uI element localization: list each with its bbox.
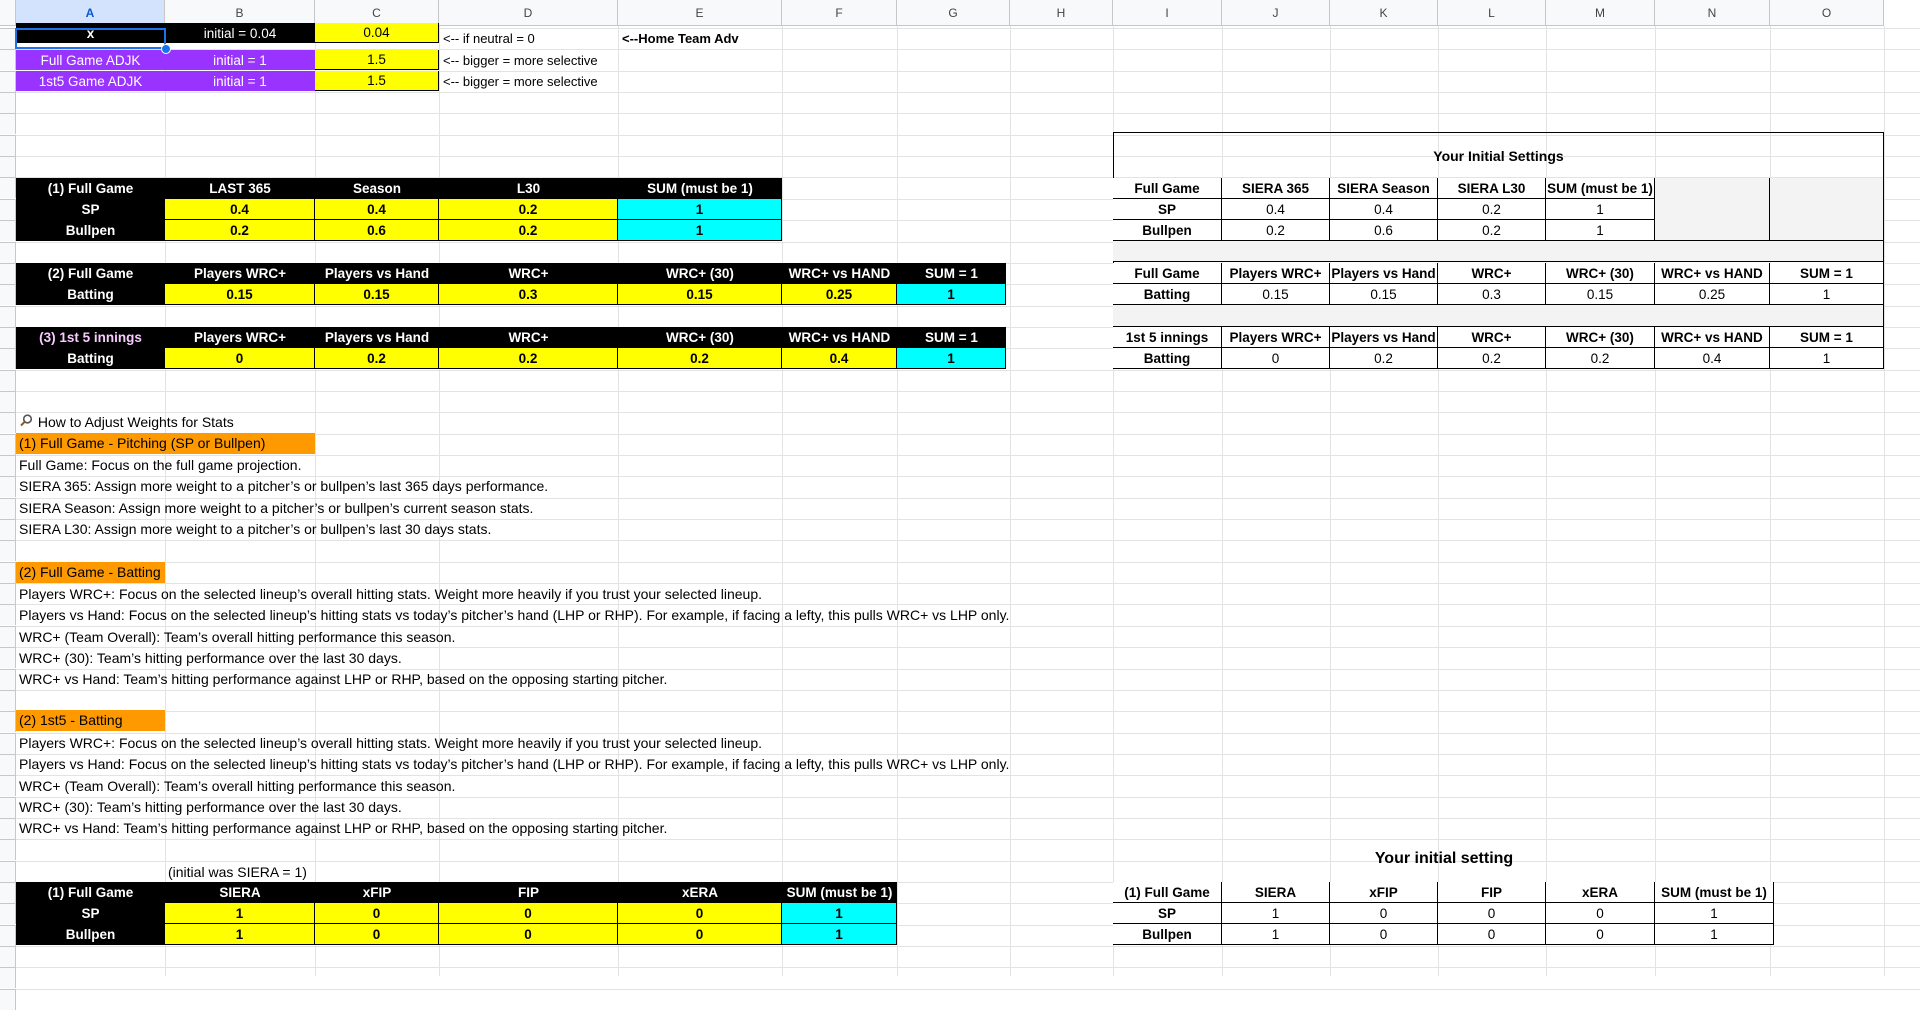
initial-pitch-value: 0.4 (1222, 199, 1330, 220)
siera-row-label: Bullpen (16, 924, 165, 945)
column-header-n[interactable]: N (1655, 0, 1770, 26)
pitching-sum: 1 (618, 220, 782, 241)
siera-header-0: (1) Full Game (16, 882, 165, 903)
batting_first5_left-row-label: Batting (16, 348, 165, 369)
cell-b2[interactable]: initial = 1 (165, 50, 315, 70)
siera-right-value: 0 (1330, 924, 1438, 945)
initial-bat_first5_headers-4: WRC+ (30) (1546, 327, 1655, 348)
initial-batting-value: 0.3 (1438, 284, 1546, 305)
column-header-j[interactable]: J (1222, 0, 1330, 26)
siera-right-header-5: SUM (must be 1) (1655, 882, 1774, 903)
row-header[interactable] (0, 391, 16, 412)
siera-row-label: SP (16, 903, 165, 924)
row-header[interactable] (0, 28, 16, 49)
column-header-h[interactable]: H (1010, 0, 1113, 26)
column-header-i[interactable]: I (1113, 0, 1222, 26)
siera-weight-input[interactable]: 0 (439, 924, 618, 945)
row-header[interactable] (0, 861, 16, 882)
initial-batting-value: 0.15 (1330, 284, 1438, 305)
pitching-header-1: LAST 365 (165, 178, 315, 199)
initial-pitch-header-1: SIERA 365 (1222, 178, 1330, 199)
row-header[interactable] (0, 92, 16, 113)
initial-bat_full_headers-3: WRC+ (1438, 263, 1546, 284)
pitching-weight-input[interactable]: 0.2 (165, 220, 315, 241)
howto-title: How to Adjust Weights for Stats (37, 414, 234, 430)
initial-settings-title: Your Initial Settings (1433, 148, 1564, 164)
initial-bat_full_headers-2: Players vs Hand (1330, 263, 1438, 284)
column-gridline (897, 26, 898, 976)
row-gridline (16, 370, 1920, 371)
initial-batting-value: 0.2 (1438, 348, 1546, 369)
cell-b1[interactable]: initial = 0.04 (165, 23, 315, 43)
column-header-b[interactable]: B (165, 0, 315, 26)
batting_first5_left-sum: 1 (897, 348, 1006, 369)
batting_full_left-row-label: Batting (16, 284, 165, 305)
howto-line: Players WRC+: Focus on the selected lineup’s overall hitting stats. Weight more heavily if you trust your selected lineup. (19, 735, 763, 751)
siera-right-row-label: SP (1113, 903, 1222, 924)
batting_full_left-header-4: WRC+ (30) (618, 263, 782, 284)
pitching-sum: 1 (618, 199, 782, 220)
row-header[interactable] (0, 583, 16, 604)
pitching-weight-input[interactable]: 0.2 (439, 220, 618, 241)
initial-batting-value: 0.2 (1330, 348, 1438, 369)
howto-line: WRC+ vs Hand: Team’s hitting performance against LHP or RHP, based on the opposing starting pitcher. (19, 820, 668, 837)
row-header[interactable] (0, 348, 16, 369)
row-gridline (16, 967, 1920, 968)
row-header[interactable] (0, 797, 16, 818)
search-icon (20, 412, 34, 433)
row-header[interactable] (0, 519, 16, 540)
siera-header-4: xERA (618, 882, 782, 903)
siera-weight-input[interactable]: 0 (618, 924, 782, 945)
row-header[interactable] (0, 476, 16, 497)
row-header[interactable] (0, 370, 16, 391)
initial-batting-value: 0.25 (1655, 284, 1770, 305)
siera-header-2: xFIP (315, 882, 439, 903)
row-header[interactable] (0, 327, 16, 348)
row-header[interactable] (0, 540, 16, 561)
pitching-header-0: (1) Full Game (16, 178, 165, 199)
initial-bat_full_headers-5: WRC+ vs HAND (1655, 263, 1770, 284)
row-header[interactable] (0, 669, 16, 690)
siera-right-header-4: xERA (1546, 882, 1655, 903)
row-gridline (16, 562, 1920, 563)
batting_first5_left-header-1: Players WRC+ (165, 327, 315, 348)
row-header[interactable] (0, 49, 16, 70)
pitching-row-label: SP (16, 199, 165, 220)
batting_full_left-header-5: WRC+ vs HAND (782, 263, 897, 284)
row-header[interactable] (0, 690, 16, 711)
siera-weight-input[interactable]: 0 (315, 903, 439, 924)
row-gridline (16, 540, 1920, 541)
row-header[interactable] (0, 967, 16, 988)
howto-line: Players WRC+: Focus on the selected lineup’s overall hitting stats. Weight more heavily if you trust your selected lineup. (19, 586, 763, 602)
row-header[interactable] (0, 177, 16, 198)
batting-weight-input[interactable]: 0 (165, 348, 315, 369)
initial-bat_first5_headers-5: WRC+ vs HAND (1655, 327, 1770, 348)
initial-batting-value: 0.2 (1546, 348, 1655, 369)
siera-weight-input[interactable]: 0 (618, 903, 782, 924)
row-header[interactable] (0, 647, 16, 668)
initial-batting-row-label: Batting (1113, 284, 1222, 305)
row-header[interactable] (0, 989, 16, 1010)
siera-right-title: Your initial setting (1374, 850, 1514, 867)
batting_first5_left-header-3: WRC+ (439, 327, 618, 348)
row-gridline (16, 391, 1920, 392)
batting_first5_left-header-0: (3) 1st 5 innings (16, 327, 165, 348)
siera-right-row-label: Bullpen (1113, 924, 1222, 945)
siera-right-value: 0 (1546, 924, 1655, 945)
howto-line: WRC+ vs Hand: Team’s hitting performance against LHP or RHP, based on the opposing starting pitcher. (19, 671, 668, 688)
initial-pitch-value: 0.2 (1222, 220, 1330, 241)
row-header[interactable] (0, 412, 16, 433)
howto-line: WRC+ (Team Overall): Team’s overall hitting performance this season. (19, 777, 456, 794)
batting_first5_left-header-5: WRC+ vs HAND (782, 327, 897, 348)
initial-batting-value: 1 (1770, 348, 1884, 369)
row-header[interactable] (0, 839, 16, 860)
cell-d1: <-- if neutral = 0 (443, 31, 535, 46)
siera-sum: 1 (782, 903, 897, 924)
initial-spacer (1113, 241, 1884, 262)
siera-weight-input[interactable]: 1 (165, 903, 315, 924)
row-gridline (16, 455, 1920, 456)
cell-d3: <-- bigger = more selective (443, 74, 598, 89)
row-header[interactable] (0, 733, 16, 754)
column-gridline (782, 26, 783, 976)
batting-weight-input[interactable]: 0.4 (782, 348, 897, 369)
column-header-o[interactable]: O (1770, 0, 1884, 26)
column-header-g[interactable]: G (897, 0, 1010, 26)
initial-bat_full_headers-4: WRC+ (30) (1546, 263, 1655, 284)
row-header[interactable] (0, 306, 16, 327)
siera-right-header-3: FIP (1438, 882, 1546, 903)
cell-a3[interactable]: 1st5 Game ADJK (16, 71, 165, 91)
initial-bat_first5_headers-6: SUM = 1 (1770, 327, 1884, 348)
siera-header-1: SIERA (165, 882, 315, 903)
howto-line: SIERA L30: Assign more weight to a pitcher’s or bullpen’s last 30 days stats. (19, 521, 492, 538)
row-header[interactable] (0, 242, 16, 263)
initial-spacer-2 (1113, 305, 1884, 327)
batting-weight-input[interactable]: 0.2 (618, 348, 782, 369)
row-header[interactable] (0, 455, 16, 476)
howto-line: WRC+ (30): Team’s hitting performance over the last 30 days. (19, 650, 402, 667)
siera-right-value: 1 (1222, 903, 1330, 924)
column-header-e[interactable]: E (618, 0, 782, 26)
pitching-header-2: Season (315, 178, 439, 199)
initial-pitch-header-4: SUM (must be 1) (1546, 178, 1655, 199)
initial-pitch-value: 0.2 (1438, 220, 1546, 241)
column-header-k[interactable]: K (1330, 0, 1438, 26)
pitching-weight-input[interactable]: 0.6 (315, 220, 439, 241)
pitching-weight-input[interactable]: 0.2 (439, 199, 618, 220)
section-full-batting-header: (2) Full Game - Batting (16, 562, 165, 583)
batting_full_left-header-3: WRC+ (439, 263, 618, 284)
row-header[interactable] (0, 135, 16, 156)
batting_full_left-header-1: Players WRC+ (165, 263, 315, 284)
initial-pitch-header-2: SIERA Season (1330, 178, 1438, 199)
siera-weight-input[interactable]: 0 (315, 924, 439, 945)
siera-right-header-0: (1) Full Game (1113, 882, 1222, 903)
row-header[interactable] (0, 711, 16, 732)
initial-batting-row-label: Batting (1113, 348, 1222, 369)
howto-line: Players vs Hand: Focus on the selected lineup’s hitting stats vs today’s pitcher’s hand (LHP or RHP). For example, if facing a lefty, this pulls WRC+ vs LHP only. (19, 756, 1010, 773)
initial-pitch-header-3: SIERA L30 (1438, 178, 1546, 199)
siera-right-value: 1 (1655, 924, 1774, 945)
column-header-m[interactable]: M (1546, 0, 1655, 26)
row-header[interactable] (0, 156, 16, 177)
initial-pitch-value: 0.4 (1330, 199, 1438, 220)
row-header[interactable] (0, 220, 16, 241)
column-header-a[interactable]: A (16, 0, 165, 26)
siera-header-3: FIP (439, 882, 618, 903)
batting-weight-input[interactable]: 0.15 (165, 284, 315, 305)
batting-weight-input[interactable]: 0.3 (439, 284, 618, 305)
row-header[interactable] (0, 113, 16, 134)
column-header-c[interactable]: C (315, 0, 439, 26)
row-header[interactable] (0, 263, 16, 284)
pitching-weight-input[interactable]: 0.4 (315, 199, 439, 220)
row-header[interactable] (0, 626, 16, 647)
column-header-f[interactable]: F (782, 0, 897, 26)
section-first5-batting-header: (2) 1st5 - Batting (16, 710, 165, 731)
initial-pitch-blank (1655, 178, 1770, 241)
initial-batting-value: 0 (1222, 348, 1330, 369)
howto-line: SIERA Season: Assign more weight to a pitcher’s or bullpen’s current season stats. (19, 499, 534, 516)
siera-right-value: 0 (1546, 903, 1655, 924)
batting-weight-input[interactable]: 0.25 (782, 284, 897, 305)
batting-weight-input[interactable]: 0.15 (618, 284, 782, 305)
row-gridline (16, 946, 1920, 947)
initial-pitch-row-label: SP (1113, 199, 1222, 220)
initial-bat_full_headers-1: Players WRC+ (1222, 263, 1330, 284)
siera-right-value: 1 (1222, 924, 1330, 945)
cell-a1[interactable]: x (16, 23, 165, 43)
select-all-corner[interactable] (0, 0, 16, 26)
siera-right-value: 0 (1330, 903, 1438, 924)
batting_full_left-sum: 1 (897, 284, 1006, 305)
initial-bat_first5_headers-0: 1st 5 innings (1113, 327, 1222, 348)
howto-line: WRC+ (Team Overall): Team’s overall hitting performance this season. (19, 628, 456, 645)
initial-pitch-blank (1770, 178, 1884, 241)
batting_full_left-header-2: Players vs Hand (315, 263, 439, 284)
siera-right-value: 1 (1655, 903, 1774, 924)
cell-c3[interactable]: 1.5 (315, 71, 439, 91)
cell-d2: <-- bigger = more selective (443, 53, 598, 68)
initial-batting-value: 1 (1770, 284, 1884, 305)
pitching-row-label: Bullpen (16, 220, 165, 241)
siera-header-5: SUM (must be 1) (782, 882, 897, 903)
initial-pitch-value: 0.2 (1438, 199, 1546, 220)
row-header[interactable] (0, 562, 16, 583)
siera-weight-input[interactable]: 0 (439, 903, 618, 924)
initial-pitch-row-label: Bullpen (1113, 220, 1222, 241)
howto-line: SIERA 365: Assign more weight to a pitcher’s or bullpen’s last 365 days performance. (19, 478, 549, 495)
siera-right-header-2: xFIP (1330, 882, 1438, 903)
row-gridline (16, 711, 1920, 712)
active-cell-selection[interactable] (15, 28, 166, 49)
row-header[interactable] (0, 754, 16, 775)
row-header[interactable] (0, 818, 16, 839)
batting_full_left-header-6: SUM = 1 (897, 263, 1006, 284)
initial-pitch-header-0: Full Game (1113, 178, 1222, 199)
row-header[interactable] (0, 498, 16, 519)
cell-e1: <--Home Team Adv (622, 31, 739, 46)
pitching-weight-input[interactable]: 0.4 (165, 199, 315, 220)
initial-bat_first5_headers-1: Players WRC+ (1222, 327, 1330, 348)
cell-c1[interactable]: 0.04 (315, 23, 439, 43)
initial-pitch-value: 1 (1546, 220, 1655, 241)
fill-handle[interactable] (161, 44, 171, 54)
initial-bat_full_headers-6: SUM = 1 (1770, 263, 1884, 284)
initial-pitch-value: 1 (1546, 199, 1655, 220)
siera-sum: 1 (782, 924, 897, 945)
row-header[interactable] (0, 71, 16, 92)
initial-pitch-value: 0.6 (1330, 220, 1438, 241)
row-gridline (16, 412, 1920, 413)
siera-right-header-1: SIERA (1222, 882, 1330, 903)
batting_first5_left-header-4: WRC+ (30) (618, 327, 782, 348)
row-header[interactable] (0, 903, 16, 924)
column-gridline (1884, 26, 1885, 976)
howto-line: Players vs Hand: Focus on the selected lineup’s hitting stats vs today’s pitcher’s hand (LHP or RHP). For example, if facing a lefty, this pulls WRC+ vs LHP only. (19, 607, 1010, 624)
row-gridline (16, 989, 1920, 990)
batting-weight-input[interactable]: 0.15 (315, 284, 439, 305)
column-gridline (1010, 26, 1011, 976)
initial-bat_first5_headers-2: Players vs Hand (1330, 327, 1438, 348)
siera-note: (initial was SIERA = 1) (168, 864, 307, 880)
column-header-d[interactable]: D (439, 0, 618, 26)
row-gridline (16, 92, 1920, 93)
batting_full_left-header-0: (2) Full Game (16, 263, 165, 284)
cell-b3[interactable]: initial = 1 (165, 71, 315, 91)
row-gridline (16, 113, 1920, 114)
siera-weight-input[interactable]: 1 (165, 924, 315, 945)
howto-line: WRC+ (30): Team’s hitting performance over the last 30 days. (19, 799, 402, 816)
initial-batting-value: 0.15 (1546, 284, 1655, 305)
row-header[interactable] (0, 604, 16, 625)
pitching-header-4: SUM (must be 1) (618, 178, 782, 199)
howto-title-row (20, 412, 234, 433)
siera-right-value: 0 (1438, 924, 1546, 945)
row-header[interactable] (0, 199, 16, 220)
initial-bat_first5_headers-3: WRC+ (1438, 327, 1546, 348)
row-header[interactable] (0, 434, 16, 455)
column-header-l[interactable]: L (1438, 0, 1546, 26)
row-header[interactable] (0, 882, 16, 903)
initial-bat_full_headers-0: Full Game (1113, 263, 1222, 284)
row-header[interactable] (0, 775, 16, 796)
cell-a2[interactable]: Full Game ADJK (16, 50, 165, 70)
row-header[interactable] (0, 946, 16, 967)
batting_first5_left-header-2: Players vs Hand (315, 327, 439, 348)
initial-batting-value: 0.15 (1222, 284, 1330, 305)
row-header[interactable] (0, 284, 16, 305)
batting-weight-input[interactable]: 0.2 (315, 348, 439, 369)
howto-line: Full Game: Focus on the full game projection. (19, 457, 302, 473)
siera-right-value: 0 (1438, 903, 1546, 924)
section-pitching-header: (1) Full Game - Pitching (SP or Bullpen) (16, 433, 315, 454)
row-header[interactable] (0, 925, 16, 946)
pitching-header-3: L30 (439, 178, 618, 199)
initial-batting-value: 0.4 (1655, 348, 1770, 369)
batting-weight-input[interactable]: 0.2 (439, 348, 618, 369)
cell-c2[interactable]: 1.5 (315, 50, 439, 70)
batting_first5_left-header-6: SUM = 1 (897, 327, 1006, 348)
